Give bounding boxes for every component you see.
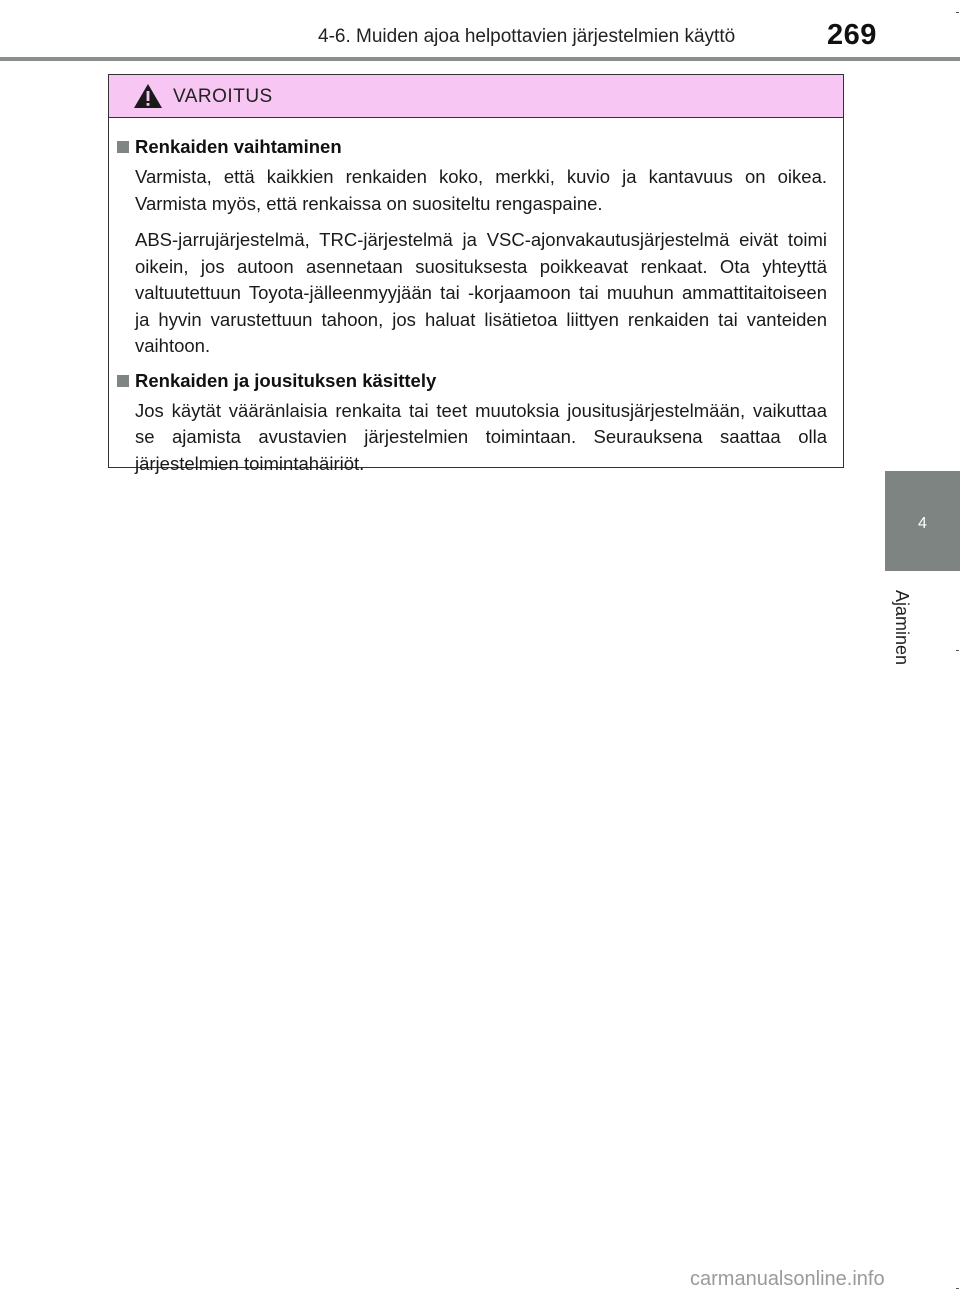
header-section-title: 4-6. Muiden ajoa helpottavien järjestelmien käyttö <box>318 26 736 47</box>
paragraph: Jos käytät vääränlaisia renkaita tai teet muutoksia jousitusjärjestelmään, vaikuttaa se ajamista avustavien järjestelmien toimintaan. Seurauksena saattaa olla järjestelmien toimintahäiriöt. <box>135 399 827 474</box>
warning-header <box>109 75 843 118</box>
paragraph: Varmista, että kaikkien renkaiden koko, merkki, kuvio ja kantavuus on oikea. Varmista myös, että renkaissa on suositeltu rengaspaine. <box>135 166 827 214</box>
section-heading <box>117 136 827 158</box>
warning-triangle-icon <box>133 83 163 109</box>
warning-body <box>109 118 843 477</box>
chapter-number: 4 <box>918 515 927 532</box>
warning-section-tire-change <box>117 136 827 360</box>
square-bullet-icon <box>117 375 129 387</box>
warning-label: VAROITUS <box>173 86 273 107</box>
warning-box <box>108 74 844 474</box>
warning-section-suspension <box>117 370 827 478</box>
page-header <box>0 0 960 60</box>
page-number: 269 <box>827 19 877 51</box>
chapter-label-text: Ajaminen <box>892 590 912 666</box>
crop-mark <box>956 12 959 13</box>
chapter-label <box>892 590 920 680</box>
section-heading-text: Renkaiden vaihtaminen <box>135 136 342 157</box>
section-heading-text: Renkaiden ja jousituksen käsittely <box>135 369 437 391</box>
header-rule <box>0 57 960 61</box>
square-bullet-icon <box>117 141 129 153</box>
crop-mark <box>956 650 959 651</box>
watermark: carmanualsonline.info <box>690 1268 885 1290</box>
crop-mark <box>956 1288 959 1289</box>
chapter-tab <box>885 471 960 571</box>
paragraph: ABS-jarrujärjestelmä, TRC-järjestelmä ja VSC-ajonvakautusjärjestelmä eivät toimi oikein, jos autoon asennetaan suosituksesta poikkeavat renkaat. Ota yhteyttä valtuutettuun Toyota-jälleenmyyjään tai -korjaamoon tai muuhun ammattitaitoiseen ja hyvin varustettuun tahoon, jos haluat lisätietoa liittyen renkaiden tai vanteiden vaihtoon. <box>135 229 827 356</box>
section-heading <box>117 370 827 392</box>
